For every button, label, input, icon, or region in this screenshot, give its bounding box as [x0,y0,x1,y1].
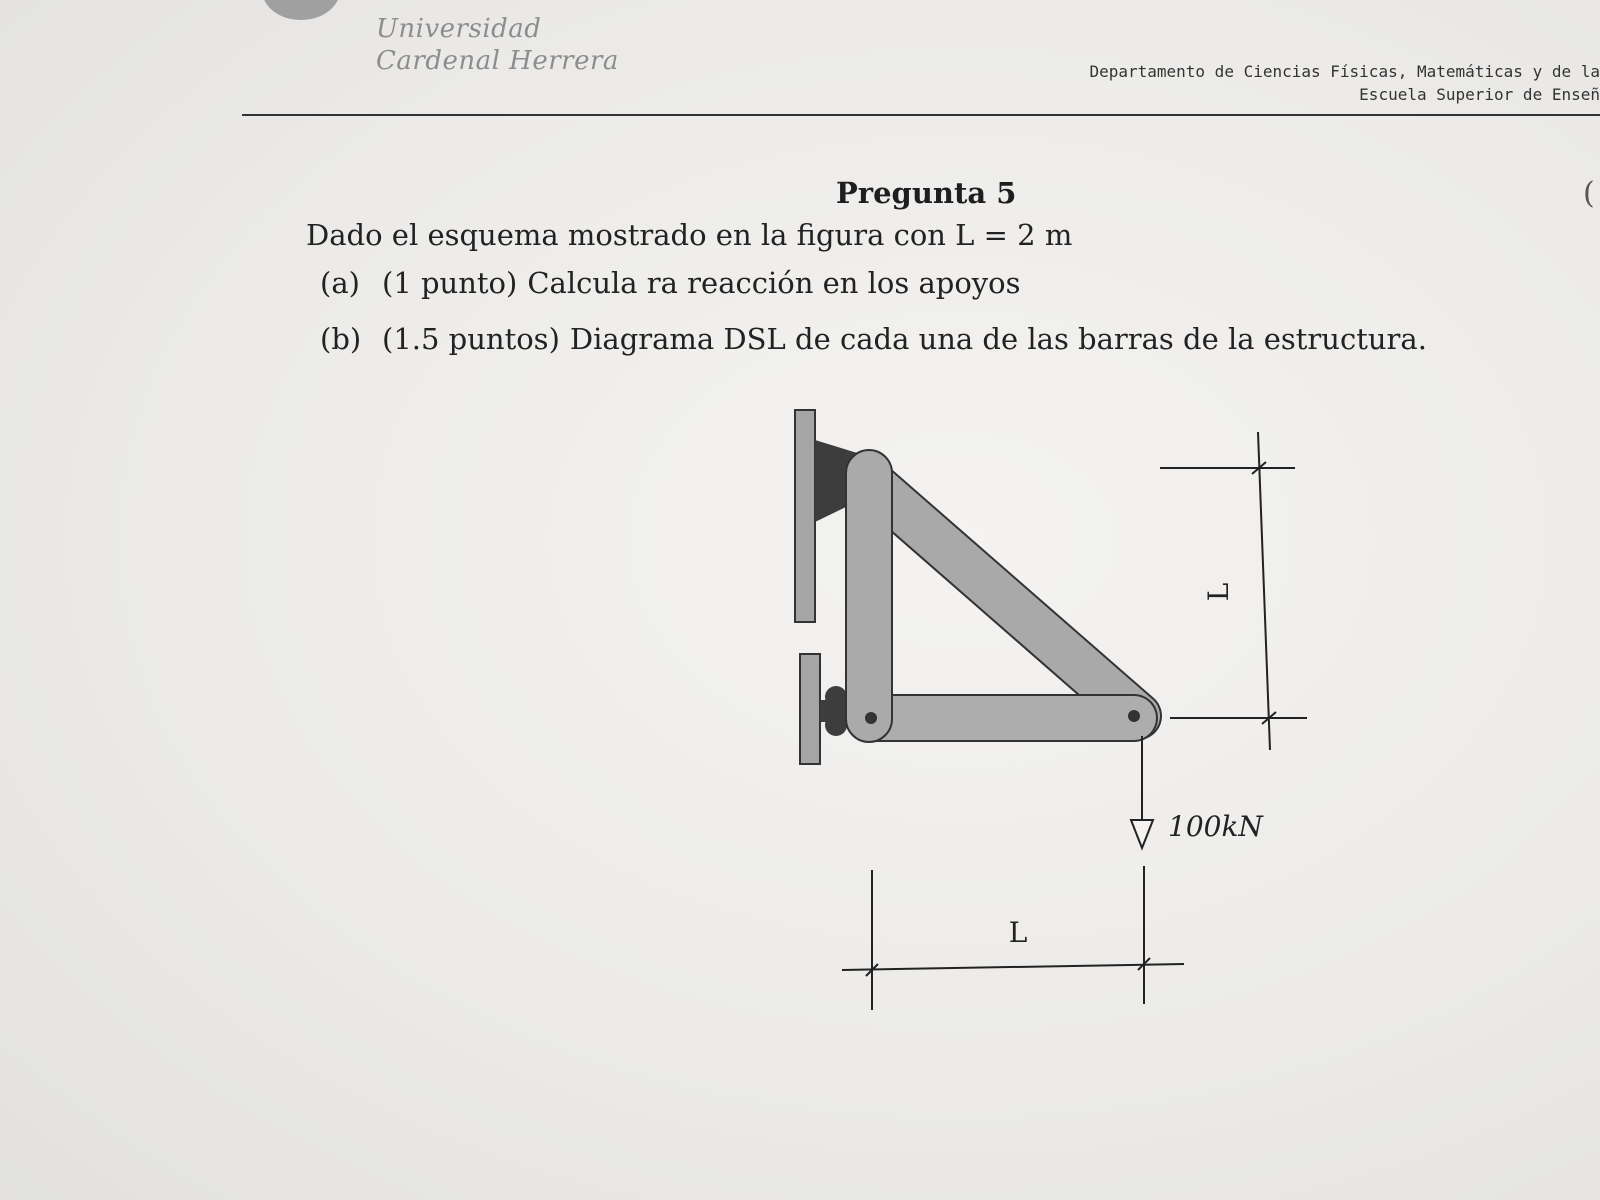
horizontal-dim-label: L [1008,916,1028,949]
question-intro: Dado el esquema mostrado en la figura con L = 2 m [306,218,1073,252]
university-name-line2: Cardenal Herrera [376,46,619,76]
question-item-b [320,322,1427,356]
item-tag: (b) [320,322,362,356]
load-label: 100kN [1168,810,1263,843]
university-name-line1: Universidad [376,14,542,44]
item-tag: (a) [320,266,360,300]
item-text: Calcula ra reacción en los apoyos [527,266,1021,300]
header-divider [242,114,1600,116]
question-title: Pregunta 5 [836,176,1017,210]
question-item-a [320,266,1021,300]
university-logo [262,0,340,20]
lower-wall-plate [800,654,820,764]
vertical-dim-label: L [1202,582,1235,602]
pin-joint-left [865,712,877,724]
department-line1: Departamento de Ciencias Físicas, Matemáticas y de la [1089,62,1600,81]
vertical-bar [846,450,892,742]
truss-figure [760,400,1360,1020]
item-text: Diagrama DSL de cada una de las barras de la estructura. [569,322,1427,356]
department-line2: Escuela Superior de Enseñ [1359,85,1600,104]
pin-joint-right [1128,710,1140,722]
item-points: (1 punto) [382,266,518,300]
upper-wall-plate [795,410,815,622]
margin-mark: ( [1583,176,1595,211]
diagonal-bar [870,482,1138,716]
item-points: (1.5 puntos) [382,322,560,356]
load-arrow-head [1131,820,1153,848]
